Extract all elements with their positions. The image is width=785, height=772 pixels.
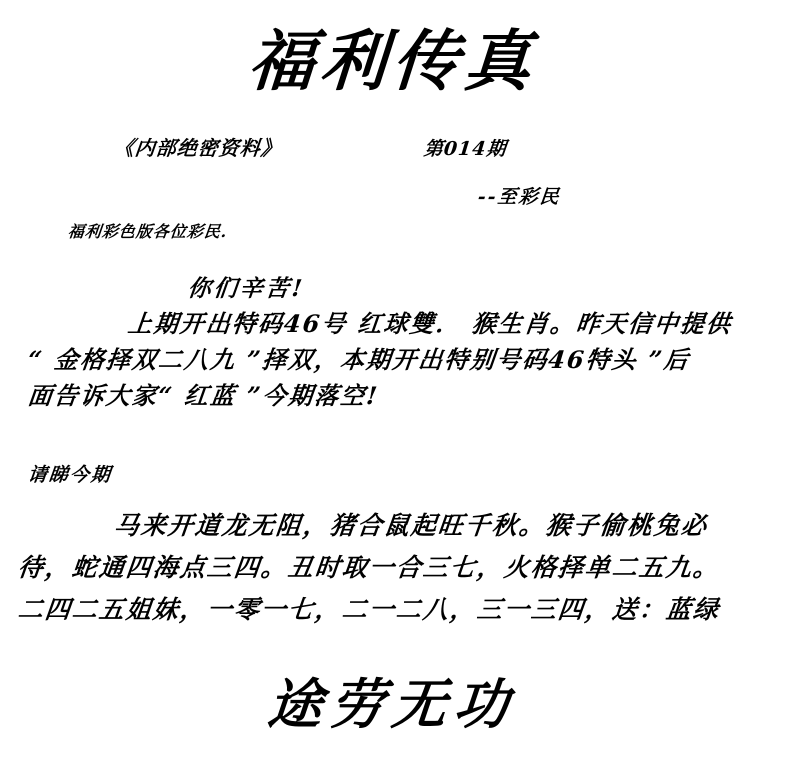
body-line: “ 金格择双二八九 ”择双，本期开出特别号码46特头 ”后 bbox=[26, 345, 692, 374]
body-line: 面告诉大家“ 红蓝 ”今期落空! bbox=[26, 381, 381, 410]
issue-number: 第014期 bbox=[422, 138, 508, 160]
dedication-text: --至彩民 bbox=[476, 186, 562, 208]
body-line: 上期开出特码46号 红球雙． 猴生肖。昨天信中提供 bbox=[126, 309, 734, 338]
verse-paragraph bbox=[18, 505, 773, 631]
verse-line: 二四二五姐妹，一零一七，二一二八，三一三四，送：蓝绿 bbox=[16, 595, 722, 624]
footer-slogan: 途劳无功 bbox=[265, 672, 519, 736]
subtitle-row bbox=[0, 132, 785, 162]
verse-line: 马来开道龙无阻，猪合鼠起旺千秋。猴子偷桃兔必 bbox=[112, 511, 710, 540]
body-paragraph bbox=[28, 306, 768, 414]
salutation-text: 你们辛苦! bbox=[186, 275, 307, 302]
page-title: 福利传真 bbox=[245, 22, 540, 100]
verse-line: 待，蛇通四海点三四。丑时取一合三七，火格择单二五九。 bbox=[16, 553, 722, 582]
please-note: 请睇今期 bbox=[26, 464, 114, 486]
greeting-text: 福利彩色版各位彩民. bbox=[66, 222, 229, 241]
document-subtitle: 《内部绝密资料》 bbox=[112, 136, 284, 160]
